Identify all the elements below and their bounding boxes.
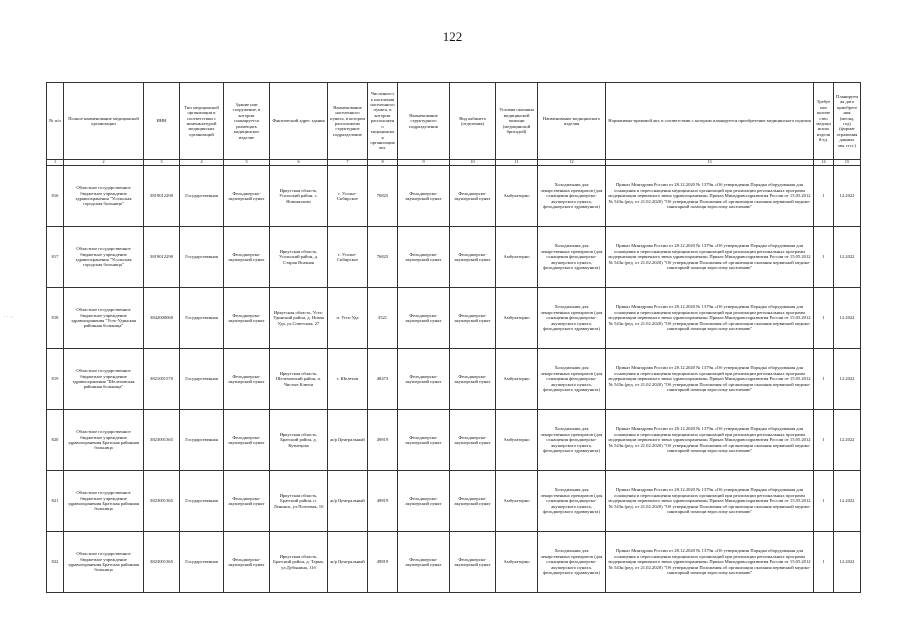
conditions-cell: Амбулаторно xyxy=(496,288,538,349)
address-cell: Иркутская область, Усольский район, д. Старая Ясачная xyxy=(270,227,328,288)
locality-cell: г. Шелехов xyxy=(328,349,368,410)
quantity-cell: 1 xyxy=(814,349,834,410)
unit-cell: Фельдшерско-акушерский пункт xyxy=(398,349,450,410)
column-header: Наименование населенного пункта, в котором расположено структурное подразделение xyxy=(328,83,368,160)
organization-name: Областное государственное бюджетное учреждение здравоохранения "Шелеховская районная больница" xyxy=(64,349,144,410)
purchase-date: 12.2022 xyxy=(834,166,861,227)
quantity-cell: 1 xyxy=(814,471,834,532)
column-number: 6 xyxy=(270,160,328,166)
legal-act: Приказ Минздрава России от 28.12.2020 № 1379н «Об утверждении Порядка оборудования для оснащения и переоснащения медицинских организаций при реализации региональных программ модернизации первичного звена здравоохранения» Приказ Минздравсоцразвития России от 15.05.2012 № 543н (ред. от 21.02.2020) "Об утверждении Положения об организации оказания первичной медико-санитарной помощи взрослому населению" xyxy=(606,532,814,593)
locality-cell: ж/р Центральный xyxy=(328,532,368,593)
column-header: Вид кабинета (отделения) xyxy=(450,83,496,160)
column-number: 7 xyxy=(328,160,368,166)
column-number: 8 xyxy=(368,160,398,166)
cabinet-cell: Фельдшерско-акушерский пункт xyxy=(450,471,496,532)
table-row xyxy=(47,410,861,471)
locality-cell: г. Усолье-Сибирское xyxy=(328,227,368,288)
column-number: 3 xyxy=(144,160,180,166)
address-cell: Иркутская область, Братский район, д. Кузнецова xyxy=(270,410,328,471)
column-number: 1 xyxy=(47,160,64,166)
row-number: 817 xyxy=(47,227,64,288)
conditions-cell: Амбулаторно xyxy=(496,410,538,471)
population-cell: 49819 xyxy=(368,471,398,532)
unit-cell: Фельдшерско-акушерский пункт xyxy=(398,410,450,471)
inn-cell: 3823001365 xyxy=(144,471,180,532)
column-header: Нормативно-правовой акт, в соответствии с которым планируется приобретение медицинского изделия xyxy=(606,83,814,160)
page-number: 122 xyxy=(442,29,463,44)
cabinet-cell: Фельдшерско-акушерский пункт xyxy=(450,227,496,288)
cabinet-cell: Фельдшерско-акушерский пункт xyxy=(450,410,496,471)
inn-cell: 3842000060 xyxy=(144,288,180,349)
population-cell: 76825 xyxy=(368,166,398,227)
inn-cell: 3823001365 xyxy=(144,410,180,471)
population-cell: 48473 xyxy=(368,349,398,410)
organization-name: Областное государственное бюджетное учреждение здравоохранения Братская районная больница xyxy=(64,532,144,593)
purchase-date: 12.2022 xyxy=(834,532,861,593)
building-cell: Фельдшерско-акушерский пункт xyxy=(224,532,270,593)
device-name: Холодильник для лекарственных препаратов (для оснащения фельдшерско-акушерского пункта, фельдшерского здравпункта) xyxy=(538,227,606,288)
org-type: Государственная xyxy=(180,410,224,471)
population-cell: 49819 xyxy=(368,532,398,593)
column-header: ИНН xyxy=(144,83,180,160)
building-cell: Фельдшерско-акушерский пункт xyxy=(224,288,270,349)
building-cell: Фельдшерско-акушерский пункт xyxy=(224,349,270,410)
building-cell: Фельдшерско-акушерский пункт xyxy=(224,166,270,227)
conditions-cell: Амбулаторно xyxy=(496,227,538,288)
address-cell: Иркутская область, Усть-Удинский район, д. Новая Уда, ул.Советская, 27 xyxy=(270,288,328,349)
inn-cell: 3819012290 xyxy=(144,166,180,227)
table-row xyxy=(47,349,861,410)
header-row xyxy=(47,83,861,160)
device-name: Холодильник для лекарственных препаратов (для оснащения фельдшерско-акушерского пункта, фельдшерского здравпункта) xyxy=(538,288,606,349)
legal-act: Приказ Минздрава России от 28.12.2020 № 1379н «Об утверждении Порядка оборудования для оснащения и переоснащения медицинских организаций при реализации региональных программ модернизации первичного звена здравоохранения» Приказ Минздравсоцразвития России от 15.05.2012 № 543н (ред. от 21.02.2020) "Об утверждении Положения об организации оказания первичной медико-санитарной помощи взрослому населению" xyxy=(606,288,814,349)
column-header: Наименование медицинского изделия xyxy=(538,83,606,160)
unit-cell: Фельдшерско-акушерский пункт xyxy=(398,471,450,532)
inn-cell: 3823001365 xyxy=(144,532,180,593)
address-cell: Иркутская область, Братский район, п. Ленинск, ул.Почтовая, 10 xyxy=(270,471,328,532)
column-header: Условия оказания медицинской помощи (медицинской бригадой) xyxy=(496,83,538,160)
cabinet-cell: Фельдшерско-акушерский пункт xyxy=(450,166,496,227)
cabinet-cell: Фельдшерско-акушерский пункт xyxy=(450,288,496,349)
column-header: Тип медицинской организации в соответствии с номенклатурой медицинских организаций xyxy=(180,83,224,160)
legal-act: Приказ Минздрава России от 28.12.2020 № 1379н «Об утверждении Порядка оборудования для оснащения и переоснащения медицинских организаций при реализации региональных программ модернизации первичного звена здравоохранения» Приказ Минздравсоцразвития России от 15.05.2012 № 543н (ред. от 21.02.2020) "Об утверждении Положения об организации оказания первичной медико-санитарной помощи взрослому населению" xyxy=(606,227,814,288)
column-header: № п/п xyxy=(47,83,64,160)
organization-name: Областное государственное бюджетное учреждение здравоохранения Братская районная больница xyxy=(64,471,144,532)
locality-cell: ж/р Центральный xyxy=(328,471,368,532)
column-number: 13 xyxy=(606,160,814,166)
org-type: Государственная xyxy=(180,532,224,593)
org-type: Государственная xyxy=(180,288,224,349)
building-cell: Фельдшерско-акушерский пункт xyxy=(224,227,270,288)
address-cell: Иркутская область, Усольский район, с. Новожилово xyxy=(270,166,328,227)
row-number: 819 xyxy=(47,349,64,410)
unit-cell: Фельдшерско-акушерский пункт xyxy=(398,166,450,227)
purchase-date: 12.2022 xyxy=(834,349,861,410)
locality-cell: г. Усолье-Сибирское xyxy=(328,166,368,227)
column-number: 15 xyxy=(834,160,861,166)
org-type: Государственная xyxy=(180,349,224,410)
column-number: 2 xyxy=(64,160,144,166)
column-number: 9 xyxy=(398,160,450,166)
population-cell: 3521 xyxy=(368,288,398,349)
cabinet-cell: Фельдшерско-акушерский пункт xyxy=(450,532,496,593)
quantity-cell: 1 xyxy=(814,227,834,288)
device-name: Холодильник для лекарственных препаратов (для оснащения фельдшерско-акушерского пункта, фельдшерского здравпункта) xyxy=(538,471,606,532)
org-type: Государственная xyxy=(180,227,224,288)
conditions-cell: Амбулаторно xyxy=(496,471,538,532)
margin-mark: · · .· xyxy=(4,314,14,320)
conditions-cell: Амбулаторно xyxy=(496,532,538,593)
column-number: 12 xyxy=(538,160,606,166)
organization-name: Областное государственное бюджетное учреждение здравоохранения Братская районная больница xyxy=(64,410,144,471)
organization-name: Областное государственное бюджетное учреждение здравоохранения "Усть-Удинская районная больница" xyxy=(64,288,144,349)
inn-cell: 3821001570 xyxy=(144,349,180,410)
unit-cell: Фельдшерско-акушерский пункт xyxy=(398,288,450,349)
device-name: Холодильник для лекарственных препаратов (для оснащения фельдшерско-акушерского пункта, фельдшерского здравпункта) xyxy=(538,349,606,410)
column-number: 14 xyxy=(814,160,834,166)
organization-name: Областное государственное бюджетное учреждение здравоохранения "Усольская городская больница" xyxy=(64,166,144,227)
row-number: 818 xyxy=(47,288,64,349)
device-name: Холодильник для лекарственных препаратов (для оснащения фельдшерско-акушерского пункта, фельдшерского здравпункта) xyxy=(538,410,606,471)
organization-name: Областное государственное бюджетное учреждение здравоохранения "Усольская городская больница" xyxy=(64,227,144,288)
column-header: Полное наименование медицинской организации xyxy=(64,83,144,160)
device-name: Холодильник для лекарственных препаратов (для оснащения фельдшерско-акушерского пункта, фельдшерского здравпункта) xyxy=(538,166,606,227)
legal-act: Приказ Минздрава России от 28.12.2020 № 1379н «Об утверждении Порядка оборудования для оснащения и переоснащения медицинских организаций при реализации региональных программ модернизации первичного звена здравоохранения» Приказ Минздравсоцразвития России от 15.05.2012 № 543н (ред. от 21.02.2020) "Об утверждении Положения об организации оказания первичной медико-санитарной помощи взрослому населению" xyxy=(606,166,814,227)
unit-cell: Фельдшерско-акушерский пункт xyxy=(398,532,450,593)
quantity-cell: 1 xyxy=(814,532,834,593)
column-header: Численность населения населенного пункта, в котором расположено медицинская организация чел. xyxy=(368,83,398,160)
table-body xyxy=(47,166,861,593)
column-number: 10 xyxy=(450,160,496,166)
cabinet-cell: Фельдшерско-акушерский пункт xyxy=(450,349,496,410)
row-number: 820 xyxy=(47,410,64,471)
quantity-cell: 1 xyxy=(814,288,834,349)
table-row xyxy=(47,227,861,288)
legal-act: Приказ Минздрава России от 28.12.2020 № 1379н «Об утверждении Порядка оборудования для оснащения и переоснащения медицинских организаций при реализации региональных программ модернизации первичного звена здравоохранения» Приказ Минздравсоцразвития России от 15.05.2012 № 543н (ред. от 21.02.2020) "Об утверждении Положения об организации оказания первичной медико-санитарной помощи взрослому населению" xyxy=(606,349,814,410)
purchase-date: 12.2022 xyxy=(834,227,861,288)
column-number: 4 xyxy=(180,160,224,166)
column-header: Планируемая дата приобретения (месяц, год) (формат отражения данных мм. гггг.) xyxy=(834,83,861,160)
quantity-cell: 1 xyxy=(814,166,834,227)
population-cell: 49819 xyxy=(368,410,398,471)
purchase-date: 12.2022 xyxy=(834,288,861,349)
equipment-register-table xyxy=(46,82,861,593)
org-type: Государственная xyxy=(180,471,224,532)
inn-cell: 3819012290 xyxy=(144,227,180,288)
column-number: 11 xyxy=(496,160,538,166)
column-header: Фактический адрес здания xyxy=(270,83,328,160)
conditions-cell: Амбулаторно xyxy=(496,349,538,410)
table-row xyxy=(47,532,861,593)
table-row xyxy=(47,471,861,532)
column-header: Требуемое количество медицинских изделий ед. xyxy=(814,83,834,160)
column-number: 5 xyxy=(224,160,270,166)
address-cell: Иркутская область, Шелеховский район, п. Чистые Ключи xyxy=(270,349,328,410)
locality-cell: ж/р Центральный xyxy=(328,410,368,471)
conditions-cell: Амбулаторно xyxy=(496,166,538,227)
purchase-date: 12.2022 xyxy=(834,410,861,471)
purchase-date: 12.2022 xyxy=(834,471,861,532)
population-cell: 76825 xyxy=(368,227,398,288)
column-header: Здание или сооружение, в котором планируется размещать медицинское изделие xyxy=(224,83,270,160)
table-row xyxy=(47,166,861,227)
row-number: 821 xyxy=(47,471,64,532)
org-type: Государственная xyxy=(180,166,224,227)
building-cell: Фельдшерско-акушерский пункт xyxy=(224,471,270,532)
address-cell: Иркутская область, Братский район, д. Тарма, ул.Дубынина, 11б xyxy=(270,532,328,593)
legal-act: Приказ Минздрава России от 28.12.2020 № 1379н «Об утверждении Порядка оборудования для оснащения и переоснащения медицинских организаций при реализации региональных программ модернизации первичного звена здравоохранения» Приказ Минздравсоцразвития России от 15.05.2012 № 543н (ред. от 21.02.2020) "Об утверждении Положения об организации оказания первичной медико-санитарной помощи взрослому населению" xyxy=(606,471,814,532)
locality-cell: п. Усть-Уда xyxy=(328,288,368,349)
column-header: Наименование структурного подразделения xyxy=(398,83,450,160)
unit-cell: Фельдшерско-акушерский пункт xyxy=(398,227,450,288)
building-cell: Фельдшерско-акушерский пункт xyxy=(224,410,270,471)
quantity-cell: 1 xyxy=(814,410,834,471)
table-row xyxy=(47,288,861,349)
row-number: 822 xyxy=(47,532,64,593)
device-name: Холодильник для лекарственных препаратов (для оснащения фельдшерско-акушерского пункта, фельдшерского здравпункта) xyxy=(538,532,606,593)
row-number: 816 xyxy=(47,166,64,227)
legal-act: Приказ Минздрава России от 28.12.2020 № 1379н «Об утверждении Порядка оборудования для оснащения и переоснащения медицинских организаций при реализации региональных программ модернизации первичного звена здравоохранения» Приказ Минздравсоцразвития России от 15.05.2012 № 543н (ред. от 21.02.2020) "Об утверждении Положения об организации оказания первичной медико-санитарной помощи взрослому населению" xyxy=(606,410,814,471)
